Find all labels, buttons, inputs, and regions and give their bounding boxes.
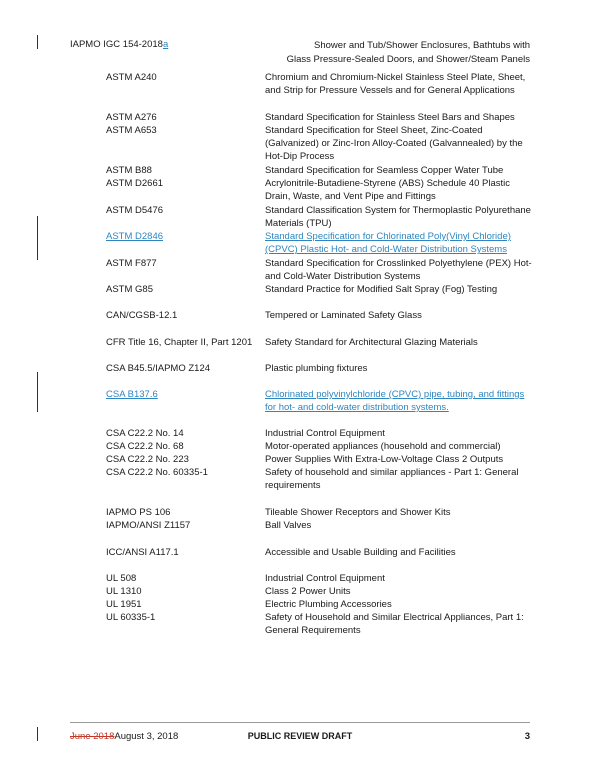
page-number: 3 [524, 731, 530, 742]
header-doc-id [70, 39, 168, 50]
reference-code: CSA C22.2 No. 223 [106, 454, 189, 465]
reference-code: CFR Title 16, Chapter II, Part 1201 [106, 337, 253, 348]
header-doc-id-text: IAPMO IGC 154-2018 [70, 39, 163, 50]
reference-description: Safety of household and similar appliances - Part 1: General requirements [265, 467, 519, 492]
header-title [270, 39, 530, 66]
reference-description: Standard Classification System for Thermoplastic Polyurethane Materials (TPU) [265, 205, 531, 230]
reference-code: ASTM A240 [106, 72, 157, 83]
header-doc-id-insertion: a [162, 39, 169, 50]
reference-description: Plastic plumbing fixtures [265, 363, 368, 374]
reference-code: CSA C22.2 No. 60335-1 [106, 467, 208, 478]
reference-code: CSA B137.6 [106, 389, 158, 400]
reference-description: Standard Practice for Modified Salt Spray (Fog) Testing [265, 284, 498, 295]
reference-description: Accessible and Usable Building and Facilities [265, 547, 456, 558]
reference-code: ASTM G85 [106, 284, 153, 295]
reference-description: Standard Specification for Stainless Steel Bars and Shapes [265, 112, 515, 123]
reference-code: ASTM D5476 [106, 205, 164, 216]
reference-code: UL 60335-1 [106, 612, 156, 623]
change-bar [37, 216, 38, 260]
reference-description: Industrial Control Equipment [265, 428, 385, 439]
reference-description: Standard Specification for Seamless Copper Water Tube [265, 165, 504, 176]
reference-code: CAN/CGSB-12.1 [106, 310, 178, 321]
reference-code: ASTM D2846 [106, 231, 164, 242]
reference-description: Chlorinated polyvinylchloride (CPVC) pipe, tubing, and fittings for hot- and cold-water distribution systems. [265, 389, 525, 414]
footer-date-deleted: June 2018 [70, 731, 115, 742]
reference-code: ICC/ANSI A117.1 [106, 547, 179, 558]
reference-code: ASTM A653 [106, 125, 157, 136]
change-bar [37, 372, 38, 412]
reference-code: ASTM B88 [106, 165, 152, 176]
reference-description: Tileable Shower Receptors and Shower Kits [265, 507, 451, 518]
reference-code: ASTM F877 [106, 258, 157, 269]
reference-description: Class 2 Power Units [265, 586, 351, 597]
reference-code: ASTM D2661 [106, 178, 164, 189]
reference-code: CSA B45.5/IAPMO Z124 [106, 363, 211, 374]
reference-code: UL 508 [106, 573, 137, 584]
header-title-line-1: Shower and Tub/Shower Enclosures, Bathtubs with [314, 40, 530, 51]
reference-code: UL 1951 [106, 599, 142, 610]
reference-description: Standard Specification for Steel Sheet, Zinc-Coated (Galvanized) or Zinc-Iron Alloy-Coated (Galvannealed) by the Hot-Dip Process [265, 125, 523, 163]
reference-description: Motor-operated appliances (household and commercial) [265, 441, 501, 452]
reference-code: IAPMO/ANSI Z1157 [106, 520, 191, 531]
reference-description: Standard Specification for Chlorinated Poly(Vinyl Chloride) (CPVC) Plastic Hot- and Cold-Water Distribution Systems [265, 231, 511, 256]
reference-code: IAPMO PS 106 [106, 507, 171, 518]
reference-code: CSA C22.2 No. 68 [106, 441, 184, 452]
reference-description: Safety of Household and Similar Electrical Appliances, Part 1: General Requirements [265, 612, 524, 637]
reference-description: Ball Valves [265, 520, 312, 531]
reference-description: Acrylonitrile-Butadiene-Styrene (ABS) Schedule 40 Plastic Drain, Waste, and Vent Pipe and Fittings [265, 178, 511, 203]
reference-description: Power Supplies With Extra-Low-Voltage Class 2 Outputs [265, 454, 504, 465]
header-title-line-2: Glass Pressure-Sealed Doors, and Shower/Steam Panels [286, 53, 530, 65]
change-bar [37, 35, 38, 49]
footer-date-current: August 3, 2018 [114, 731, 179, 742]
reference-description: Industrial Control Equipment [265, 573, 385, 584]
reference-description: Safety Standard for Architectural Glazing Materials [265, 337, 478, 348]
footer-draft-label: PUBLIC REVIEW DRAFT [247, 731, 353, 741]
reference-description: Chromium and Chromium-Nickel Stainless Steel Plate, Sheet, and Strip for Pressure Vessels and for General Applications [265, 72, 526, 97]
reference-description: Electric Plumbing Accessories [265, 599, 392, 610]
reference-code: CSA C22.2 No. 14 [106, 428, 184, 439]
reference-description: Standard Specification for Crosslinked Polyethylene (PEX) Hot- and Cold-Water Distribution Systems [265, 258, 532, 283]
footer-divider [70, 722, 530, 723]
reference-description: Tempered or Laminated Safety Glass [265, 310, 422, 321]
reference-code: ASTM A276 [106, 112, 157, 123]
reference-code: UL 1310 [106, 586, 142, 597]
